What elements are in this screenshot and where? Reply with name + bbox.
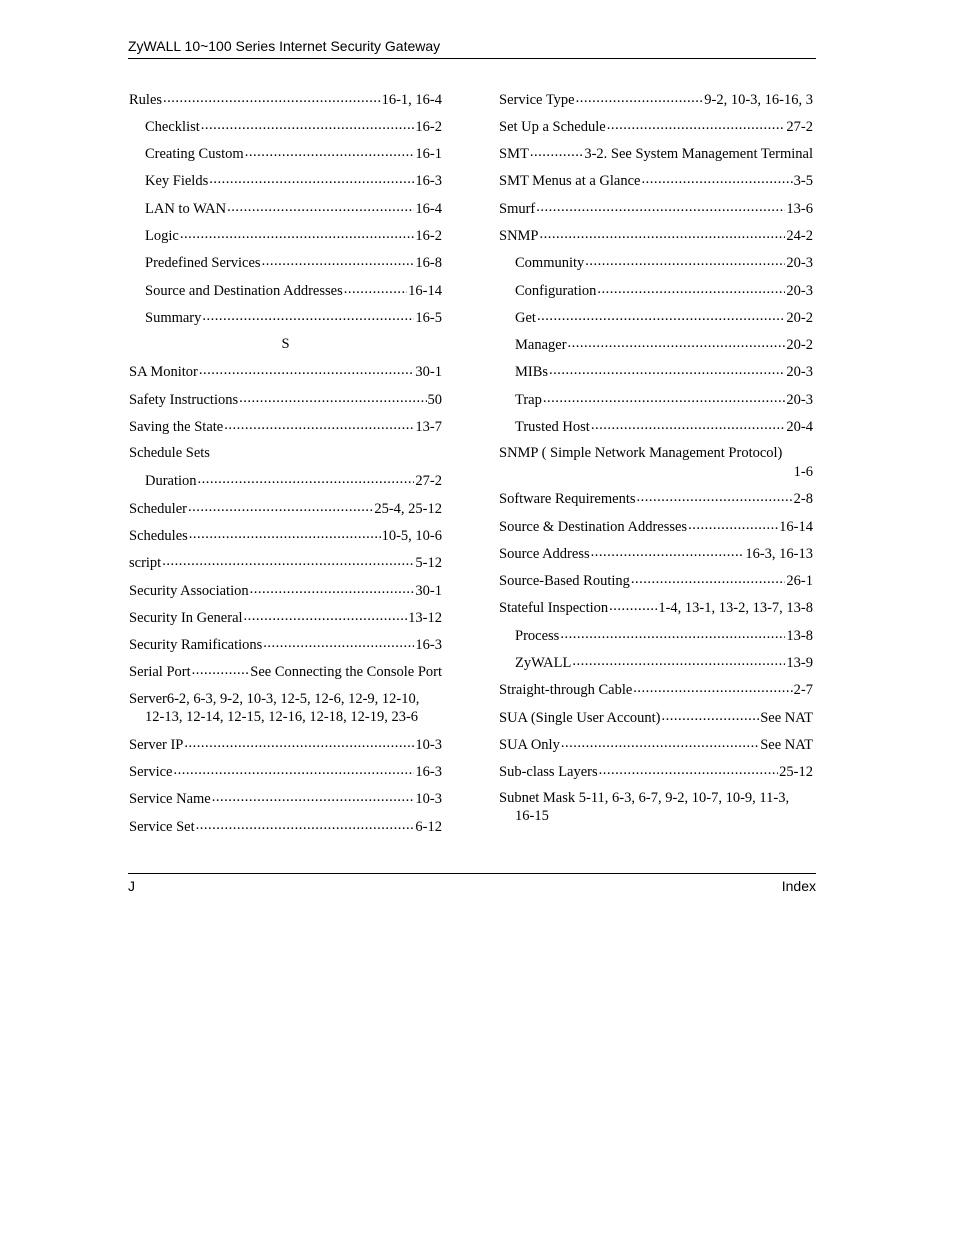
- leader-dots: [199, 362, 415, 376]
- index-entry: [499, 735, 813, 754]
- entry-pages: 2-8: [793, 491, 813, 507]
- entry-term: Creating Custom: [145, 146, 244, 162]
- index-entry-wrapped: [129, 690, 442, 726]
- leader-dots: [239, 390, 426, 404]
- entry-term: Service Set: [129, 819, 195, 835]
- entry-pages: 27-2: [415, 473, 442, 489]
- entry-pages: 16-14: [408, 283, 442, 299]
- entry-term: Trap: [515, 392, 542, 408]
- entry-pages: 16-2: [415, 228, 442, 244]
- entry-term: SUA Only: [499, 737, 560, 753]
- index-subentry: [145, 281, 442, 300]
- leader-dots: [180, 226, 415, 240]
- entry-pages: 3-5: [793, 173, 813, 189]
- index-entry: [129, 499, 442, 518]
- leader-dots: [244, 608, 408, 622]
- entry-line-continued: 16-15: [515, 808, 549, 824]
- index-subentry: [515, 281, 813, 300]
- entry-term: Summary: [145, 310, 202, 326]
- entry-pages: 20-3: [786, 364, 813, 380]
- leader-dots: [227, 199, 414, 213]
- leader-dots: [560, 626, 785, 640]
- entry-term: script: [129, 555, 162, 571]
- index-entry: [129, 762, 442, 781]
- entry-pages: 16-1, 16-4: [381, 92, 442, 108]
- index-subentry: [515, 417, 813, 436]
- leader-dots: [597, 281, 785, 295]
- leader-dots: [196, 817, 415, 831]
- entry-pages: 16-4: [415, 201, 442, 217]
- entry-pages: 2-7: [793, 682, 813, 698]
- entry-term: Checklist: [145, 119, 200, 135]
- leader-dots: [184, 735, 414, 749]
- entry-term: Security Association: [129, 583, 249, 599]
- entry-pages: 13-12: [408, 610, 442, 626]
- entry-term: Community: [515, 255, 585, 271]
- entry-term: LAN to WAN: [145, 201, 227, 217]
- leader-dots: [202, 308, 414, 322]
- entry-pages: 13-8: [786, 628, 813, 644]
- index-entry: [129, 608, 442, 627]
- entry-term: Key Fields: [145, 173, 209, 189]
- leader-dots: [633, 680, 792, 694]
- index-entry-wrapped: [499, 789, 813, 825]
- leader-dots: [515, 462, 794, 476]
- entry-term: Source-Based Routing: [499, 573, 630, 589]
- entry-term: Schedule Sets: [129, 445, 210, 461]
- index-subentry: [145, 253, 442, 272]
- entry-term: Logic: [145, 228, 179, 244]
- entry-term: Duration: [145, 473, 197, 489]
- index-entry: [129, 90, 442, 109]
- entry-pages: 10-3: [415, 791, 442, 807]
- index-entry: [499, 598, 813, 617]
- entry-term: Rules: [129, 92, 163, 108]
- entry-pages: See NAT: [760, 710, 813, 726]
- entry-pages: 20-4: [786, 419, 813, 435]
- entry-pages: 24-2: [786, 228, 813, 244]
- leader-dots: [607, 117, 786, 131]
- leader-dots: [262, 253, 415, 267]
- entry-pages: 20-2: [786, 337, 813, 353]
- section-letter: S: [281, 336, 290, 352]
- entry-term: Saving the State: [129, 419, 224, 435]
- entry-pages: 10-5, 10-6: [381, 528, 442, 544]
- entry-term: Process: [515, 628, 560, 644]
- index-entry: [129, 390, 442, 409]
- index-entry: [499, 762, 813, 781]
- entry-term: Source Address: [499, 546, 590, 562]
- footer-section-name: Index: [781, 878, 816, 894]
- leader-dots: [192, 662, 250, 676]
- entry-pages: 25-4, 25-12: [374, 501, 442, 517]
- leader-dots: [263, 635, 414, 649]
- footer-page-letter: J: [128, 878, 135, 894]
- leader-dots: [572, 653, 785, 667]
- entry-pages: 16-14: [779, 519, 813, 535]
- leader-dots: [188, 499, 373, 513]
- entry-term: Set Up a Schedule: [499, 119, 606, 135]
- leader-dots: [662, 708, 760, 722]
- index-entry: [129, 817, 442, 836]
- index-subentry: [145, 226, 442, 245]
- leader-dots: [173, 762, 414, 776]
- entry-term: Configuration: [515, 283, 597, 299]
- entry-pages: 20-3: [786, 283, 813, 299]
- entry-pages: 25-12: [779, 764, 813, 780]
- entry-term: Schedules: [129, 528, 188, 544]
- index-subentry: [515, 362, 813, 381]
- entry-pages: 16-1: [415, 146, 442, 162]
- leader-dots: [212, 789, 415, 803]
- leader-dots: [599, 762, 779, 776]
- leader-dots: [631, 571, 786, 585]
- entry-pages: 50: [427, 392, 442, 408]
- entry-pages: 16-3: [415, 173, 442, 189]
- leader-dots: [641, 171, 792, 185]
- leader-dots: [189, 526, 381, 540]
- entry-pages: 3-2. See System Management Terminal: [584, 146, 813, 162]
- entry-pages: 27-2: [786, 119, 813, 135]
- entry-line: Subnet Mask 5-11, 6-3, 6-7, 9-2, 10-7, 10-9, 11-3,: [499, 790, 790, 806]
- entry-pages: 16-2: [415, 119, 442, 135]
- leader-dots: [585, 253, 785, 267]
- index-subentry: [145, 171, 442, 190]
- leader-dots: [561, 735, 759, 749]
- entry-pages: 13-6: [786, 201, 813, 217]
- index-subentry: [145, 199, 442, 218]
- entry-pages: 13-7: [415, 419, 442, 435]
- leader-dots: [209, 171, 414, 185]
- entry-pages: 5-12: [415, 555, 442, 571]
- leader-dots: [163, 90, 381, 104]
- entry-pages: 26-1: [786, 573, 813, 589]
- index-subentry: [145, 117, 442, 136]
- entry-term: ZyWALL: [515, 655, 572, 671]
- index-entry: [499, 226, 813, 245]
- entry-pages: 30-1: [415, 583, 442, 599]
- leader-dots: [576, 90, 704, 104]
- index-entry: [129, 662, 442, 681]
- index-subentry: [145, 471, 442, 490]
- entry-term: Service Name: [129, 791, 211, 807]
- entry-pages: 16-8: [415, 255, 442, 271]
- leader-dots: [344, 281, 407, 295]
- index-entry: [499, 199, 813, 218]
- entry-term: Get: [515, 310, 536, 326]
- entry-term: Serial Port: [129, 664, 191, 680]
- index-entry: [129, 581, 442, 600]
- leader-dots: [201, 117, 415, 131]
- entry-term: Manager: [515, 337, 567, 353]
- entry-term: Predefined Services: [145, 255, 261, 271]
- leader-dots: [591, 544, 745, 558]
- leader-dots: [536, 199, 785, 213]
- entry-term: Service: [129, 764, 173, 780]
- leader-dots: [537, 308, 785, 322]
- entry-pages: 20-3: [786, 255, 813, 271]
- entry-pages: 16-3: [415, 637, 442, 653]
- index-entry: [129, 735, 442, 754]
- index-subentry: [145, 144, 442, 163]
- leader-dots: [245, 144, 415, 158]
- index-entry: [129, 417, 442, 436]
- entry-line: Server6-2, 6-3, 9-2, 10-3, 12-5, 12-6, 12-9, 12-10,: [129, 691, 420, 707]
- entry-pages: 20-2: [786, 310, 813, 326]
- entry-term: Server IP: [129, 737, 184, 753]
- entry-line-continued: [499, 462, 813, 481]
- leader-dots: [250, 581, 415, 595]
- page-header: [128, 36, 816, 59]
- entry-pages: 16-3, 16-13: [745, 546, 813, 562]
- entry-term: Stateful Inspection: [499, 600, 609, 616]
- index-entry: [499, 708, 813, 727]
- page-footer: [128, 873, 816, 896]
- index-entry: [499, 117, 813, 136]
- index-entry: [499, 144, 813, 163]
- leader-dots: [609, 598, 657, 612]
- entry-pages: 1-6: [793, 464, 813, 480]
- entry-pages: See Connecting the Console Port: [250, 664, 442, 680]
- index-entry: [129, 362, 442, 381]
- entry-term: SMT Menus at a Glance: [499, 173, 641, 189]
- leader-dots: [549, 362, 785, 376]
- index-entry: [129, 789, 442, 808]
- index-subentry: [515, 253, 813, 272]
- entry-term: Software Requirements: [499, 491, 636, 507]
- entry-term: Security Ramifications: [129, 637, 263, 653]
- index-entry: [499, 171, 813, 190]
- index-entry: [499, 489, 813, 508]
- index-entry: [499, 544, 813, 563]
- entry-pages: 10-3: [415, 737, 442, 753]
- entry-pages: 16-5: [415, 310, 442, 326]
- index-entry: [129, 553, 442, 572]
- index-entry: [499, 680, 813, 699]
- index-subentry: [515, 308, 813, 327]
- entry-term: Sub-class Layers: [499, 764, 598, 780]
- leader-dots: [637, 489, 793, 503]
- entry-pages: 20-3: [786, 392, 813, 408]
- entry-pages: 13-9: [786, 655, 813, 671]
- entry-term: Service Type: [499, 92, 575, 108]
- leader-dots: [530, 144, 584, 158]
- entry-line-continued: 12-13, 12-14, 12-15, 12-16, 12-18, 12-19, 23-6: [145, 709, 419, 725]
- entry-term: Smurf: [499, 201, 536, 217]
- index-entry: [499, 571, 813, 590]
- entry-pages: See NAT: [760, 737, 813, 753]
- entry-pages: 9-2, 10-3, 16-16, 3: [704, 92, 813, 108]
- entry-term: Security In General: [129, 610, 243, 626]
- entry-pages: 6-12: [415, 819, 442, 835]
- leader-dots: [591, 417, 786, 431]
- entry-term: SA Monitor: [129, 364, 198, 380]
- index-entry: [129, 526, 442, 545]
- leader-dots: [162, 553, 414, 567]
- index-subentry: [515, 390, 813, 409]
- leader-dots: [224, 417, 414, 431]
- entry-pages: 16-3: [415, 764, 442, 780]
- entry-term: Trusted Host: [515, 419, 590, 435]
- index-subentry: [515, 335, 813, 354]
- entry-term: Scheduler: [129, 501, 187, 517]
- leader-dots: [568, 335, 786, 349]
- index-entry-wrapped: [499, 444, 813, 481]
- leader-dots: [540, 226, 786, 240]
- leader-dots: [543, 390, 786, 404]
- entry-term: Straight-through Cable: [499, 682, 633, 698]
- entry-pages: 1-4, 13-1, 13-2, 13-7, 13-8: [658, 600, 813, 616]
- entry-term: SUA (Single User Account): [499, 710, 661, 726]
- index-entry: [499, 517, 813, 536]
- index-entry: [129, 635, 442, 654]
- header-title: ZyWALL 10~100 Series Internet Security Gateway: [128, 38, 441, 54]
- entry-term: Safety Instructions: [129, 392, 239, 408]
- leader-dots: [198, 471, 415, 485]
- entry-term: Source and Destination Addresses: [145, 283, 343, 299]
- index-subentry: [515, 626, 813, 645]
- entry-line: SNMP ( Simple Network Management Protocol): [499, 445, 783, 461]
- entry-term: MIBs: [515, 364, 549, 380]
- index-subentry: [515, 653, 813, 672]
- entry-pages: 30-1: [415, 364, 442, 380]
- index-entry: [499, 90, 813, 109]
- entry-term: Source & Destination Addresses: [499, 519, 688, 535]
- index-entry: [129, 444, 442, 462]
- entry-term: SNMP: [499, 228, 539, 244]
- leader-dots: [688, 517, 778, 531]
- entry-term: SMT: [499, 146, 529, 162]
- index-subentry: [145, 308, 442, 327]
